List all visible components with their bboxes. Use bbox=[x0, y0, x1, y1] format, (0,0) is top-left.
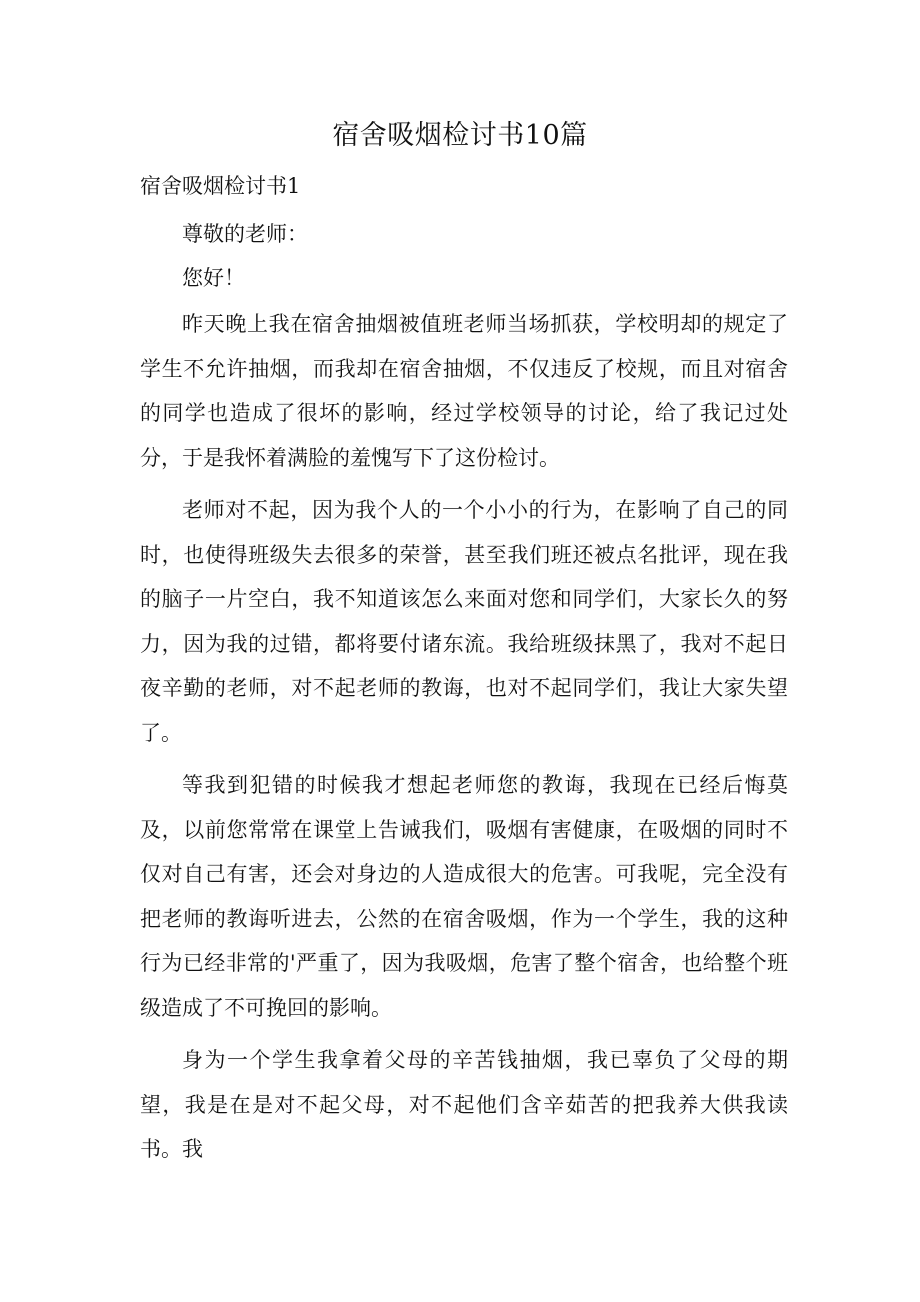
body-paragraph: 等我到犯错的时候我才想起老师您的教诲，我现在已经后悔莫及，以前您常常在课堂上告诫我们，吸烟有害健康，在吸烟的同时不仅对自己有害，还会对身边的人造成很大的危害。可我呢，完全没有把老师的教诲听进去，公然的在宿舍吸烟，作为一个学生，我的这种行为已经非常的'严重了，因为我吸烟，危害了整个宿舍，也给整个班级造成了不可挽回的影响。 bbox=[140, 773, 788, 1020]
greeting-paragraph: 您好！ bbox=[182, 266, 245, 290]
document-body bbox=[140, 214, 788, 1180]
body-paragraph: 身为一个学生我拿着父母的辛苦钱抽烟，我已辜负了父母的期望，我是在是对不起父母，对不起他们含辛茹苦的把我养大供我读书。我 bbox=[140, 1048, 788, 1161]
salutation-paragraph: 尊敬的老师： bbox=[182, 222, 308, 246]
body-paragraph: 昨天晚上我在宿舍抽烟被值班老师当场抓获，学校明却的规定了学生不允许抽烟，而我却在宿舍抽烟，不仅违反了校规，而且对宿舍的同学也造成了很坏的影响，经过学校领导的讨论，给了我记过处分，于是我怀着满脸的羞愧写下了这份检讨。 bbox=[140, 312, 788, 470]
section-heading: 宿舍吸烟检讨书1 bbox=[140, 174, 301, 198]
document-title: 宿舍吸烟检讨书10篇 bbox=[332, 120, 588, 151]
body-paragraph: 老师对不起，因为我个人的一个小小的行为，在影响了自己的同时，也使得班级失去很多的荣誉，甚至我们班还被点名批评，现在我的脑子一片空白，我不知道该怎么来面对您和同学们，大家长久的努力，因为我的过错，都将要付诸东流。我给班级抹黑了，我对不起日夜辛勤的老师，对不起老师的教诲，也对不起同学们，我让大家失望了。 bbox=[140, 498, 788, 745]
